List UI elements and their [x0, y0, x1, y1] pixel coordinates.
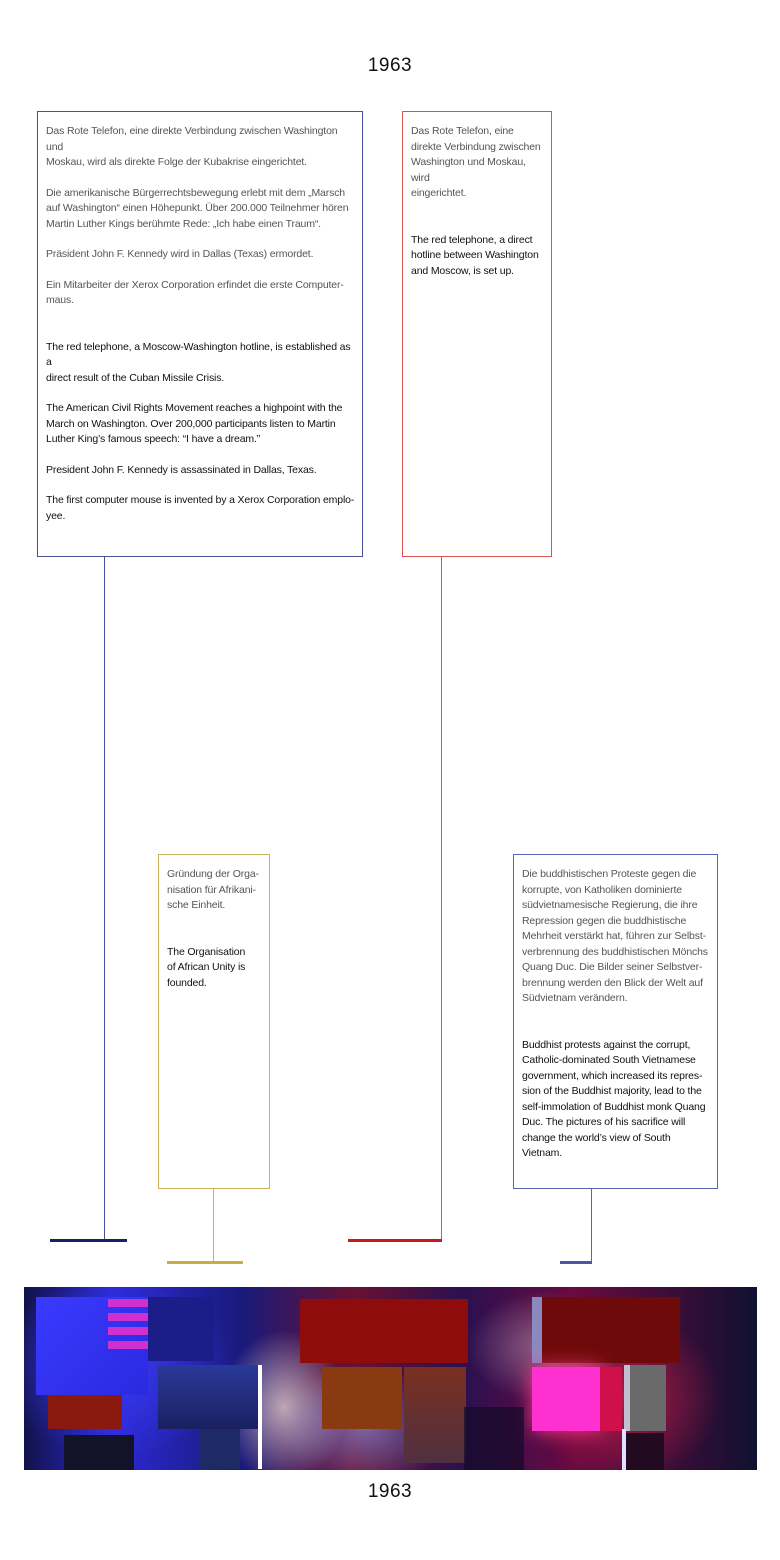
art-block [532, 1297, 542, 1363]
event-1-de-2: Die amerikanische Bürgerrechtsbewegung erlebt mit dem „Marsch auf Washington“ einen Höhepunkt. Über 200.000 Teilnehmer hören Martin Luther Kings berühmte Rede: „Ich habe einen Traum“. [46, 186, 349, 230]
timeline-foot-2 [348, 1239, 442, 1242]
timeline-stem-1 [104, 557, 105, 1241]
event-3-de-1: Gründung der Orga- nisation für Afrikani- sche Einheit. [167, 868, 259, 911]
art-block [322, 1367, 402, 1429]
event-1-de-1: Das Rote Telefon, eine direkte Verbindung zwischen Washington und Moskau, wird als direkte Folge der Kubakrise eingerichtet. [46, 125, 338, 168]
event-card-3 [158, 854, 270, 1189]
art-highlight [622, 1429, 626, 1470]
art-shadow [64, 1435, 134, 1470]
art-stripe [108, 1313, 148, 1321]
event-card-2 [402, 111, 552, 557]
event-card-1 [37, 111, 363, 557]
art-block [534, 1297, 680, 1363]
art-block [628, 1365, 666, 1431]
event-1-de-4: Ein Mitarbeiter der Xerox Corporation erfindet die erste Computer- maus. [46, 278, 344, 306]
year-heading-bottom: 1963 [367, 1481, 413, 1502]
art-stripe [108, 1327, 148, 1335]
abstract-artwork [24, 1287, 757, 1470]
art-shadow [464, 1407, 524, 1470]
year-heading-top: 1963 [367, 55, 413, 76]
art-stripe [108, 1341, 148, 1349]
art-stripe [108, 1299, 148, 1307]
timeline-stem-4 [591, 1189, 592, 1263]
art-block [404, 1367, 466, 1463]
event-3-en-1: The Organisation of African Unity is founded. [167, 945, 246, 989]
timeline-stem-2 [441, 557, 442, 1241]
art-block [158, 1365, 262, 1429]
art-block [624, 1365, 630, 1431]
event-card-4 [513, 854, 718, 1189]
art-highlight [258, 1365, 262, 1469]
timeline-foot-1 [50, 1239, 127, 1242]
event-1-en-2: The American Civil Rights Movement reaches a highpoint with the March on Washington. Over 200,000 participants listen to Martin Luther King’s famous speech: “I have a dream.” [46, 402, 343, 445]
event-2-de-1: Das Rote Telefon, eine direkte Verbindung zwischen Washington und Moskau, wird eingerichtet. [411, 125, 541, 199]
event-2-en-1: The red telephone, a direct hotline between Washington and Moscow, is set up. [411, 233, 539, 277]
timeline-foot-3 [167, 1261, 243, 1264]
event-1-en-1: The red telephone, a Moscow-Washington hotline, is established as a direct result of the Cuban Missile Crisis. [46, 340, 351, 384]
event-1-de-3: Präsident John F. Kennedy wird in Dallas (Texas) ermordet. [46, 248, 314, 260]
event-1-en-4: The first computer mouse is invented by a Xerox Corporation emplo- yee. [46, 494, 355, 522]
event-1-en-3: President John F. Kennedy is assassinated in Dallas, Texas. [46, 463, 317, 476]
event-4-en-1: Buddhist protests against the corrupt, Catholic-dominated South Vietnamese government, which increased its repres- sion of the Buddhist majority, lead to the self-immolation of Buddhist monk Quang Duc. The pictures of his sacrifice will change the world’s view of South Vietnam. [522, 1038, 706, 1159]
event-4-de-1: Die buddhistischen Proteste gegen die korrupte, von Katholiken dominierte südvietnamesische Regierung, die ihre Repression gegen die buddhistische Mehrheit verstärkt hat, führen zur Selbst- verbrennung des buddhistischen Mönchs Quang Duc. Die Bilder seiner Selbstver- brennung werden den Blick der Welt auf Südvietnam verändern. [522, 868, 708, 1004]
timeline-stem-3 [213, 1189, 214, 1263]
art-block [48, 1395, 122, 1429]
timeline-foot-4 [560, 1261, 592, 1264]
art-block [148, 1297, 214, 1361]
art-block [200, 1429, 240, 1469]
art-block [300, 1299, 468, 1363]
art-block [622, 1433, 664, 1470]
art-block [600, 1367, 622, 1431]
art-block [532, 1367, 600, 1431]
